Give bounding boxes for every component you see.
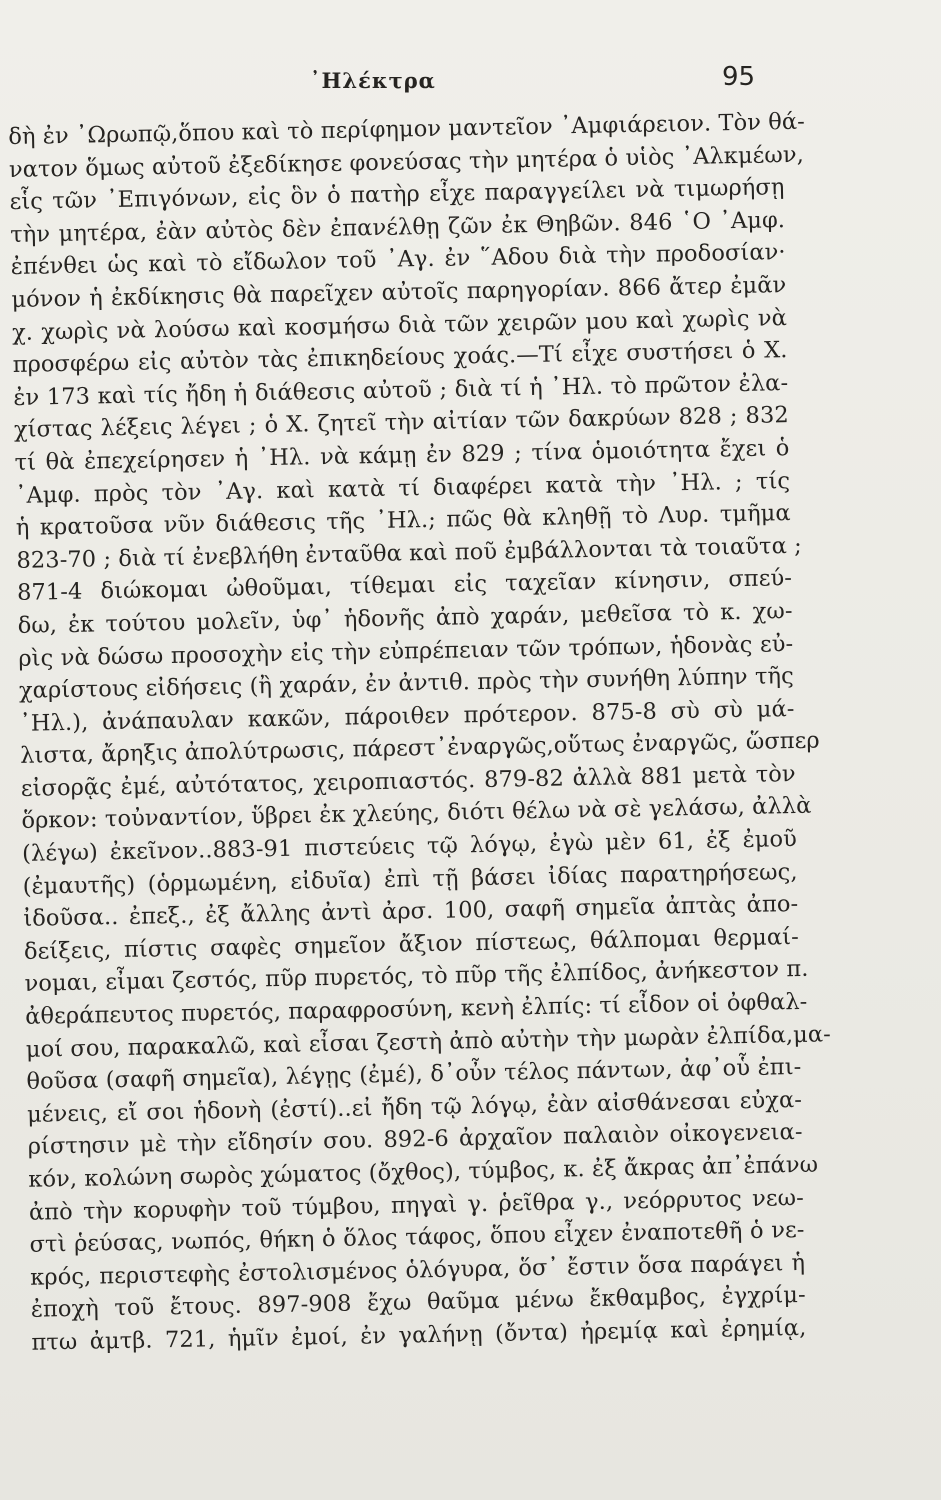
text-line: 823-70 ; διὰ τί ἐνεβλήθη ἐνταῦθα καὶ ποῦ ἐμβάλλονται τὰ τοιαῦτα ; [16,532,803,574]
text-line: ὅρκον: τοὐναντίον, ὕβρει ἐκ χλεύης, διότι θέλω νὰ σὲ γελάσω, ἀλλὰ [21,793,812,835]
text-line: δὴ ἐν ᾿Ωρωπῷ,ὅπου καὶ τὸ περίφημον μαντεῖον ᾿Αμφιάρειον. Τὸν θά- [8,108,806,150]
text-line: ἐπένθει ὡς καὶ τὸ εἴδωλον τοῦ ᾿Αγ. ἐν ῞Αδου διὰ τὴν προδοσίαν· [10,239,786,281]
text-line: ἡ κρατοῦσα νῦν διάθεσις τῆς ᾿Ηλ.; πῶς θὰ κληθῇ τὸ Λυρ. τμῆμα [15,500,791,542]
text-line: νομαι, εἶμαι ζεστός, πῦρ πυρετός, τὸ πῦρ τῆς ἐλπίδος, ἀνήκεστον π. [24,956,809,998]
text-line: ᾿Αμφ. πρὸς τὸν ᾿Αγ. καὶ κατὰ τί διαφέρει κατὰ τὴν ᾿Ηλ. ; τίς [14,467,791,509]
text-line: χ. χωρὶς νὰ λούσω καὶ κοσμήσω διὰ τῶν χειρῶν μου καὶ χωρὶς νὰ [11,304,788,346]
text-line: θοῦσα (σαφῆ σημεῖα), λέγῃς (ἐμέ), δ᾿οὖν τέλος πάντων, ἀφ᾿οὗ ἐπι- [26,1054,802,1096]
text-line: (λέγω) ἐκεῖνον..883-91 πιστεύεις τῷ λόγῳ, ἐγὼ μὲν 61, ἐξ ἐμοῦ [21,826,798,867]
text-line: τί θὰ ἐπεχείρησεν ἡ ᾿Ηλ. νὰ κάμῃ ἐν 829 ; τίνα ὁμοιότητα ἔχει ὁ [14,434,790,476]
text-line: ἐν 173 καὶ τίς ἤδη ἡ διάθεσις αὐτοῦ ; διὰ τί ἡ ᾿Ηλ. τὸ πρῶτον ἐλα- [13,369,789,411]
text-line: προσφέρω εἰς αὐτὸν τὰς ἐπικηδείους χοάς.—Τί εἶχε συστήσει ὁ Χ. [12,337,788,379]
text-line: χαρίστους εἰδήσεις (ἢ χαράν, ἐν ἀντιθ. πρὸς τὴν συνήθη λύπην τῆς [18,663,795,704]
text-line: ἀθεράπευτος πυρετός, παραφροσύνη, κενὴ ἐλπίς: τί εἶδον οἱ ὀφθαλ- [24,988,808,1030]
text-line: μένεις, εἴ σοι ἡδονὴ (ἐστί)..εἰ ἤδη τῷ λόγῳ, ἐὰν αἰσθάνεσαι εὐχα- [26,1086,803,1128]
running-title: ᾿Ηλέκτρα [310,68,436,93]
text-line: δω, ἐκ τούτου μολεῖν, ὑφ᾿ ἡδονῆς ἀπὸ χαράν, μεθεῖσα τὸ κ. χω- [17,597,793,639]
text-line: ἀπὸ τὴν κορυφὴν τοῦ τύμβου, πηγαὶ γ. ῥεῖθρα γ., νεόρρυτος νεω- [28,1184,805,1226]
text-line: ρὶς νὰ δώσω προσοχὴν εἰς τὴν εὐπρέπειαν τῶν τρόπων, ἡδονὰς εὐ- [18,630,794,672]
text-line: εἷς τῶν ᾿Επιγόνων, εἰς ὃν ὁ πατὴρ εἶχε παραγγείλει νὰ τιμωρήσῃ [9,174,785,216]
text-line: ἐποχὴ τοῦ ἔτους. 897-908 ἔχω θαῦμα μένω ἔκθαμβος, ἐγχρίμ- [30,1282,806,1324]
page-number: 95 [722,62,756,92]
text-line: νατον ὅμως αὐτοῦ ἐξεδίκησε φονεύσας τὴν μητέρα ὁ υἱὸς ᾿Αλκμέων, [8,141,805,183]
text-line: μόνον ἡ ἐκδίκησις θὰ παρεῖχεν αὐτοῖς παρηγορίαν. 866 ἄτερ ἐμᾶν [11,272,787,313]
text-line: μοί σου, παρακαλῶ, καὶ εἶσαι ζεστὴ ἀπὸ αὐτὴν τὴν μωρὰν ἐλπίδα,μα- [25,1020,832,1063]
text-line: χίστας λέξεις λέγει ; ὁ Χ. ζητεῖ τὴν αἰτίαν τῶν δακρύων 828 ; 832 [13,402,790,444]
text-line: ᾿Ηλ.), ἀνάπαυλαν κακῶν, πάροιθεν πρότερον. 875-8 σὺ σὺ μά- [19,695,795,737]
text-line: πτω ἀμτβ. 721, ἡμῖν ἐμοί, ἐν γαλήνῃ (ὄντα) ἠρεμίᾳ καὶ ἐρημίᾳ, [31,1314,807,1356]
text-line: στὶ ῥεύσας, νωπός, θήκη ὁ ὅλος τάφος, ὅπου εἶχεν ἐναποτεθῆ ὁ νε- [29,1217,805,1258]
commentary-text [8,106,832,1359]
text-line: ἰδοῦσα.. ἐπεξ., ἐξ ἄλλης ἀντὶ ἀρσ. 100, σαφῆ σημεῖα ἀπτὰς ἀπο- [23,891,799,933]
text-line: κόν, κολώνη σωρὸς χώματος (ὄχθος), τύμβος, κ. ἐξ ἄκρας ἀπ᾿ἐπάνω [28,1151,819,1193]
text-line: τὴν μητέρα, ἐὰν αὐτὸς δὲν ἐπανέλθῃ ζῶν ἐκ Θηβῶν. 846 ῾Ο ᾿Αμφ. [9,206,786,248]
text-line: 871-4 διώκομαι ὠθοῦμαι, τίθεμαι εἰς ταχεῖαν κίνησιν, σπεύ- [16,565,793,607]
text-line: κρός, περιστεφὴς ἐστολισμένος ὁλόγυρα, ὅσ᾿ ἔστιν ὅσα παράγει ἡ [29,1249,806,1291]
text-line: δείξεις, πίστις σαφὲς σημεῖον ἄξιον πίστεως, θάλπομαι θερμαί- [23,923,800,965]
running-header [0,62,941,102]
text-line: εἰσορᾷς ἐμέ, αὐτότατος, χειροπιαστός. 879-82 ἀλλὰ 881 μετὰ τὸν [20,760,796,802]
text-line: ρίστησιν μὲ τὴν εἴδησίν σου. 892-6 ἀρχαῖον παλαιὸν οἰκογενεια- [27,1119,803,1161]
text-line: λιστα, ἄρηξις ἀπολύτρωσις, πάρεστ᾿ἐναργῶς,οὕτως ἐναργῶς, ὥσπερ [19,727,821,770]
text-line: (ἐμαυτῆς) (ὁρμωμένη, εἰδυῖα) ἐπὶ τῇ βάσει ἰδίας παρατηρήσεως, [22,858,798,900]
